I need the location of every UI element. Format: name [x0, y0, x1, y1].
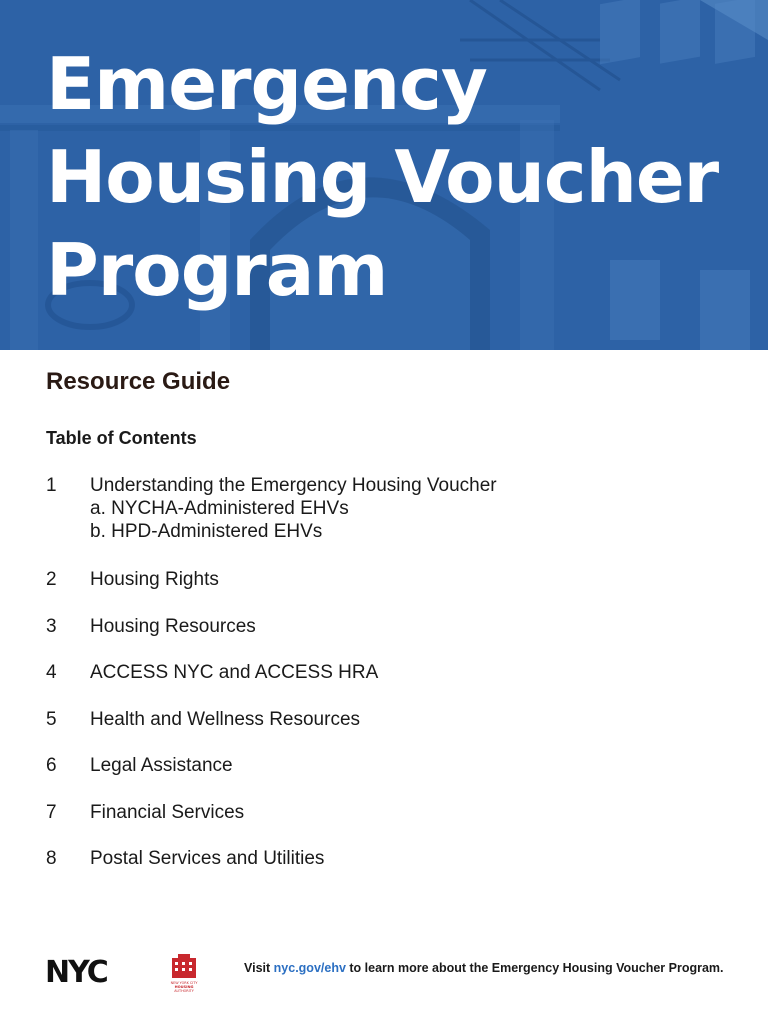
- title-line: Emergency: [46, 42, 487, 126]
- footer-note-suffix: to learn more about the Emergency Housing Voucher Program.: [345, 961, 724, 975]
- toc-label: ACCESS NYC and ACCESS HRA: [90, 662, 379, 683]
- toc-number: 3: [46, 616, 57, 637]
- toc-number: 7: [46, 802, 57, 823]
- toc-label: Understanding the Emergency Housing Voucher: [90, 475, 497, 496]
- toc-label: Financial Services: [90, 802, 245, 823]
- toc-number: 4: [46, 662, 57, 683]
- footer-note: [244, 961, 734, 975]
- toc-label: Housing Rights: [90, 569, 219, 590]
- toc-label: Health and Wellness Resources: [90, 709, 361, 730]
- toc-label: Legal Assistance: [90, 755, 233, 776]
- ehv-link[interactable]: nyc.gov/ehv: [273, 961, 346, 975]
- footer-note-prefix: Visit: [244, 961, 274, 975]
- toc-number: 8: [46, 848, 57, 869]
- nycha-logo: [166, 952, 202, 994]
- toc-sublabel: a. NYCHA-Administered EHVs: [90, 498, 349, 519]
- nyc-logo: NYC: [45, 955, 107, 990]
- hero-banner: [0, 0, 768, 350]
- toc-number: 1: [46, 475, 57, 496]
- toc-heading: Table of Contents: [46, 428, 197, 448]
- subtitle: Resource Guide: [46, 368, 231, 395]
- toc-label: Postal Services and Utilities: [90, 848, 325, 869]
- toc-number: 6: [46, 755, 57, 776]
- toc-label-group: [90, 474, 497, 543]
- nycha-logo-text: NEW YORK CITY: [170, 981, 198, 985]
- nycha-logo-text: HOUSING: [174, 985, 194, 989]
- toc-number: 2: [46, 569, 57, 590]
- toc-sublabel: b. HPD-Administered EHVs: [90, 521, 323, 542]
- nycha-logo-text: AUTHORITY: [174, 989, 194, 993]
- toc-number: 5: [46, 709, 57, 730]
- toc-label: Housing Resources: [90, 616, 256, 637]
- title-line: Housing Voucher: [46, 135, 719, 219]
- page-title: [46, 38, 736, 317]
- title-line: Program: [46, 228, 388, 312]
